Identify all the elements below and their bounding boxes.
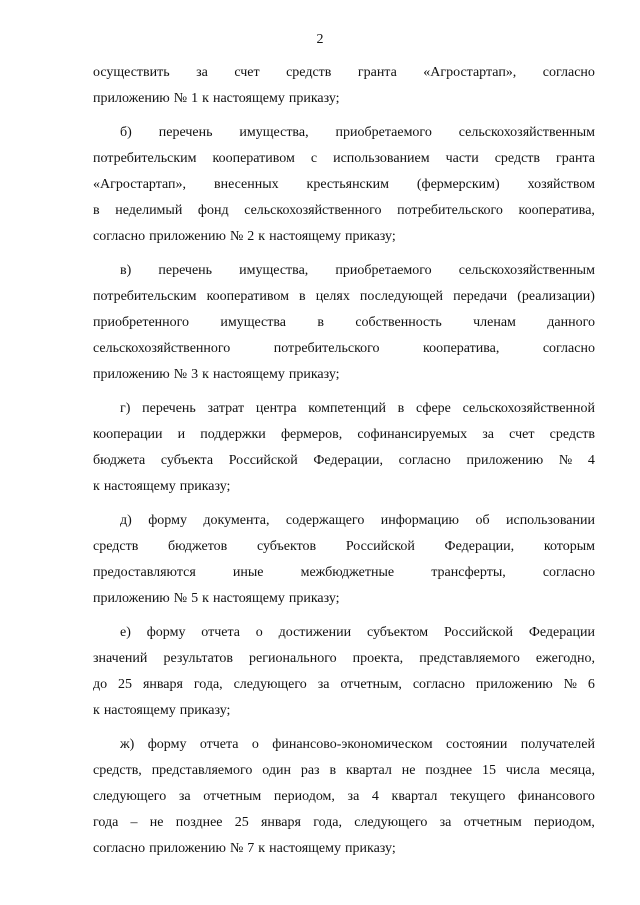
- text-line: средств бюджетов субъектов Российской Федерации, которым: [93, 539, 595, 554]
- text-line: следующего за отчетным периодом, за 4 квартал текущего финансового: [93, 789, 595, 804]
- text-line: значений результатов регионального проекта, представляемого ежегодно,: [93, 651, 595, 666]
- paragraph: [93, 732, 595, 862]
- text-line: к настоящему приказу;: [93, 479, 231, 494]
- text-line: б) перечень имущества, приобретаемого сельскохозяйственным: [120, 125, 595, 140]
- text-line: к настоящему приказу;: [93, 703, 231, 718]
- text-line: года – не позднее 25 января года, следующего за отчетным периодом,: [93, 815, 595, 830]
- text-line: кооперации и поддержки фермеров, софинансируемых за счет средств: [93, 427, 595, 442]
- text-line: в неделимый фонд сельскохозяйственного потребительского кооператива,: [93, 203, 595, 218]
- text-line: потребительским кооперативом с использованием части средств гранта: [93, 151, 595, 166]
- paragraph: [93, 258, 595, 388]
- paragraph: [93, 120, 595, 250]
- paragraph: [93, 620, 595, 724]
- page-number: 2: [316, 32, 324, 47]
- text-line: «Агростартап», внесенных крестьянским (фермерским) хозяйством: [93, 177, 595, 192]
- text-line: приложению № 5 к настоящему приказу;: [93, 591, 340, 606]
- text-line: предоставляются иные межбюджетные трансферты, согласно: [93, 565, 595, 580]
- text-line: потребительским кооперативом в целях последующей передачи (реализации): [93, 289, 595, 304]
- text-line: г) перечень затрат центра компетенций в сфере сельскохозяйственной: [120, 401, 595, 416]
- document-body: [93, 60, 595, 870]
- paragraph: [93, 396, 595, 500]
- text-line: осуществить за счет средств гранта «Агростартап», согласно: [93, 65, 595, 80]
- text-line: сельскохозяйственного потребительского кооператива, согласно: [93, 341, 595, 356]
- paragraph: [93, 60, 595, 112]
- text-line: в) перечень имущества, приобретаемого сельскохозяйственным: [120, 263, 595, 278]
- text-line: приобретенного имущества в собственность членам данного: [93, 315, 595, 330]
- text-line: бюджета субъекта Российской Федерации, согласно приложению № 4: [93, 453, 595, 468]
- text-line: до 25 января года, следующего за отчетным, согласно приложению № 6: [93, 677, 595, 692]
- text-line: согласно приложению № 7 к настоящему приказу;: [93, 841, 396, 856]
- text-line: приложению № 3 к настоящему приказу;: [93, 367, 340, 382]
- text-line: е) форму отчета о достижении субъектом Российской Федерации: [120, 625, 595, 640]
- text-line: д) форму документа, содержащего информацию об использовании: [120, 513, 595, 528]
- text-line: приложению № 1 к настоящему приказу;: [93, 91, 340, 106]
- text-line: средств, представляемого один раз в квартал не позднее 15 числа месяца,: [93, 763, 595, 778]
- text-line: ж) форму отчета о финансово-экономическом состоянии получателей: [120, 737, 595, 752]
- paragraph: [93, 508, 595, 612]
- text-line: согласно приложению № 2 к настоящему приказу;: [93, 229, 396, 244]
